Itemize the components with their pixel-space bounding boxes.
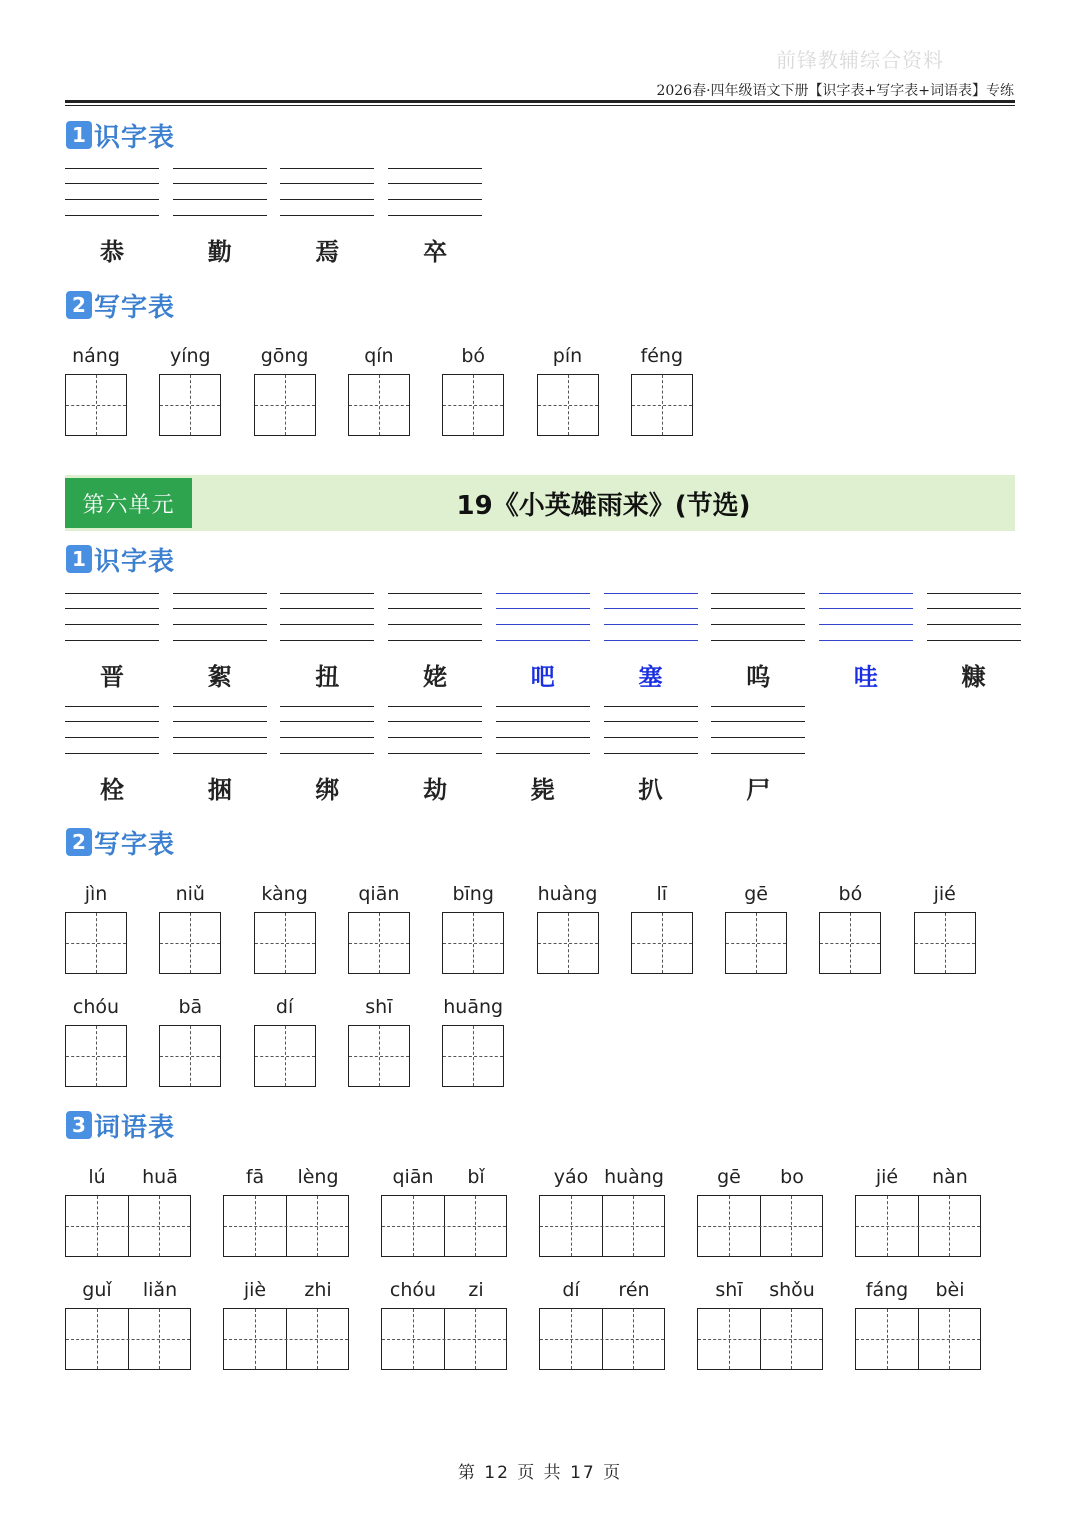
pinyin-writing-lines[interactable]	[65, 168, 159, 216]
pinyin-rule	[388, 168, 482, 169]
pinyin-rule	[173, 183, 267, 184]
grid-guide	[349, 405, 409, 406]
pinyin-rule	[388, 199, 482, 200]
pinyin-rule	[280, 168, 374, 169]
section-label: 写字表	[94, 829, 176, 860]
pinyin-label: huā	[142, 1166, 178, 1188]
lesson-ciyu-title	[66, 1109, 175, 1141]
hanzi-char: 絮	[207, 662, 232, 691]
pinyin-rule	[280, 593, 374, 594]
pinyin-writing-lines[interactable]	[65, 706, 159, 754]
word-tianzige-box[interactable]	[539, 1308, 665, 1370]
pinyin-rule	[65, 593, 159, 594]
pinyin-writing-lines[interactable]	[173, 593, 267, 641]
tianzige-box[interactable]	[254, 912, 316, 974]
hanzi-char: 扒	[638, 775, 663, 804]
pinyin-rule	[711, 593, 805, 594]
pinyin-rule	[604, 721, 698, 722]
grid-guide	[224, 1226, 348, 1227]
pinyin-rule	[604, 608, 698, 609]
pinyin-writing-lines[interactable]	[388, 168, 482, 216]
grid-guide	[698, 1226, 822, 1227]
section-label: 识字表	[94, 546, 176, 577]
grid-guide	[443, 405, 503, 406]
pinyin-writing-lines[interactable]	[173, 706, 267, 754]
grid-guide	[443, 1056, 503, 1057]
pinyin-writing-lines[interactable]	[927, 593, 1021, 641]
pinyin-rule	[280, 624, 374, 625]
grid-guide	[538, 405, 598, 406]
unit-banner	[65, 475, 1015, 531]
grid-guide	[66, 943, 126, 944]
grid-guide	[224, 1339, 348, 1340]
pinyin-rule	[388, 608, 482, 609]
pinyin-label: qiān	[392, 1166, 434, 1188]
pinyin-rule	[388, 753, 482, 754]
pinyin-label: rén	[618, 1279, 650, 1301]
tianzige-box[interactable]	[537, 912, 599, 974]
pinyin-writing-lines[interactable]	[496, 706, 590, 754]
hanzi-char: 勤	[207, 237, 232, 266]
pinyin-rule	[388, 737, 482, 738]
section-label: 写字表	[94, 292, 176, 323]
tianzige-box[interactable]	[537, 374, 599, 436]
word-tianzige-box[interactable]	[697, 1195, 823, 1257]
pinyin-label: kàng	[261, 883, 308, 905]
pinyin-writing-lines[interactable]	[711, 593, 805, 641]
pinyin-rule	[173, 168, 267, 169]
word-tianzige-box[interactable]	[381, 1308, 507, 1370]
tianzige-box[interactable]	[442, 912, 504, 974]
grid-guide	[255, 1056, 315, 1057]
pinyin-rule	[173, 608, 267, 609]
pinyin-rule	[819, 640, 913, 641]
hanzi-char: 扭	[315, 662, 340, 691]
pinyin-label: gōng	[260, 345, 309, 367]
pinyin-label: féng	[640, 345, 684, 367]
pinyin-rule	[388, 624, 482, 625]
pinyin-rule	[65, 624, 159, 625]
word-tianzige-box[interactable]	[65, 1308, 191, 1370]
tianzige-box[interactable]	[631, 912, 693, 974]
pinyin-label: náng	[72, 345, 120, 367]
pinyin-label: qín	[364, 345, 394, 367]
pinyin-label: chóu	[389, 1279, 437, 1301]
pinyin-label: guǐ	[82, 1279, 112, 1301]
pinyin-rule	[388, 706, 482, 707]
pinyin-rule	[496, 608, 590, 609]
pinyin-rule	[604, 593, 698, 594]
pinyin-rule	[711, 608, 805, 609]
pinyin-label: bā	[178, 996, 203, 1018]
grid-guide	[255, 943, 315, 944]
pinyin-rule	[819, 608, 913, 609]
section-label: 词语表	[94, 1112, 176, 1143]
grid-guide	[540, 1339, 664, 1340]
pinyin-label: dí	[562, 1279, 580, 1301]
hanzi-char: 姥	[423, 662, 448, 691]
pinyin-label: huàng	[604, 1166, 664, 1188]
pinyin-label: zi	[468, 1279, 484, 1301]
pinyin-rule	[711, 624, 805, 625]
pinyin-rule	[280, 753, 374, 754]
pinyin-rule	[173, 215, 267, 216]
section-label: 识字表	[94, 122, 176, 153]
pinyin-rule	[280, 199, 374, 200]
pinyin-label: lèng	[297, 1166, 339, 1188]
pinyin-writing-lines[interactable]	[388, 593, 482, 641]
pinyin-label: niǔ	[175, 883, 205, 905]
grid-guide	[915, 943, 975, 944]
pinyin-rule	[280, 183, 374, 184]
grid-guide	[632, 405, 692, 406]
pinyin-label: fáng	[865, 1279, 909, 1301]
grid-guide	[255, 405, 315, 406]
pinyin-label: jiè	[243, 1279, 267, 1301]
section-number-badge: 2	[66, 828, 92, 856]
hanzi-char: 尸	[746, 775, 771, 804]
pinyin-label: yáo	[553, 1166, 589, 1188]
grid-guide	[160, 1056, 220, 1057]
tianzige-box[interactable]	[254, 1025, 316, 1087]
grid-guide	[443, 943, 503, 944]
section-shizi-title	[66, 119, 175, 151]
pinyin-label: dí	[275, 996, 294, 1018]
word-tianzige-box[interactable]	[855, 1308, 981, 1370]
pinyin-rule	[173, 199, 267, 200]
pinyin-writing-lines[interactable]	[280, 593, 374, 641]
lesson-xiezi-title	[66, 826, 175, 858]
word-tianzige-box[interactable]	[223, 1195, 349, 1257]
pinyin-rule	[65, 215, 159, 216]
pinyin-rule	[711, 753, 805, 754]
pinyin-label: fā	[245, 1166, 265, 1188]
word-tianzige-box[interactable]	[65, 1195, 191, 1257]
hanzi-char: 糠	[961, 662, 986, 691]
pinyin-label: gē	[717, 1166, 741, 1188]
pinyin-label: lú	[88, 1166, 106, 1188]
hanzi-char: 恭	[100, 237, 124, 266]
tianzige-box[interactable]	[914, 912, 976, 974]
pinyin-rule	[280, 721, 374, 722]
pinyin-label: jìn	[84, 883, 108, 905]
pinyin-rule	[173, 593, 267, 594]
grid-guide	[349, 1056, 409, 1057]
hanzi-char: 劫	[423, 775, 448, 804]
pinyin-label: huāng	[443, 996, 504, 1018]
pinyin-rule	[280, 608, 374, 609]
grid-guide	[160, 405, 220, 406]
pinyin-rule	[65, 168, 159, 169]
pinyin-writing-lines[interactable]	[604, 706, 698, 754]
hanzi-char: 栓	[100, 775, 124, 804]
pinyin-rule	[65, 608, 159, 609]
pinyin-rule	[711, 706, 805, 707]
pinyin-rule	[711, 640, 805, 641]
pinyin-label: jié	[875, 1166, 899, 1188]
word-tianzige-box[interactable]	[381, 1195, 507, 1257]
grid-guide	[66, 1056, 126, 1057]
pinyin-rule	[173, 706, 267, 707]
tianzige-box[interactable]	[159, 1025, 221, 1087]
tianzige-box[interactable]	[254, 374, 316, 436]
pinyin-label: shǒu	[769, 1279, 815, 1301]
grid-guide	[66, 1339, 190, 1340]
pinyin-rule	[173, 753, 267, 754]
grid-guide	[349, 943, 409, 944]
pinyin-rule	[711, 737, 805, 738]
tianzige-box[interactable]	[159, 912, 221, 974]
header-rule-thin	[65, 105, 1015, 106]
pinyin-label: zhi	[304, 1279, 332, 1301]
pinyin-writing-lines[interactable]	[819, 593, 913, 641]
pinyin-rule	[927, 624, 1021, 625]
pinyin-label: shī	[365, 996, 393, 1018]
grid-guide	[698, 1339, 822, 1340]
pinyin-rule	[280, 737, 374, 738]
pinyin-rule	[927, 593, 1021, 594]
pinyin-rule	[388, 640, 482, 641]
pinyin-rule	[496, 640, 590, 641]
grid-guide	[66, 405, 126, 406]
pinyin-label: bīng	[452, 883, 494, 905]
pinyin-writing-lines[interactable]	[280, 168, 374, 216]
pinyin-rule	[173, 721, 267, 722]
tianzige-box[interactable]	[348, 374, 410, 436]
pinyin-rule	[711, 721, 805, 722]
pinyin-rule	[604, 737, 698, 738]
pinyin-rule	[604, 640, 698, 641]
pinyin-rule	[65, 183, 159, 184]
pinyin-rule	[173, 640, 267, 641]
pinyin-label: jié	[933, 883, 956, 905]
pinyin-writing-lines[interactable]	[711, 706, 805, 754]
hanzi-char: 哇	[853, 662, 878, 691]
tianzige-box[interactable]	[442, 1025, 504, 1087]
pinyin-writing-lines[interactable]	[65, 593, 159, 641]
tianzige-box[interactable]	[348, 912, 410, 974]
pinyin-rule	[388, 215, 482, 216]
pinyin-label: bǐ	[467, 1166, 485, 1188]
tianzige-box[interactable]	[65, 374, 127, 436]
tianzige-box[interactable]	[442, 374, 504, 436]
pinyin-writing-lines[interactable]	[173, 168, 267, 216]
section-xiezi-title	[66, 289, 175, 321]
pinyin-label: bèi	[935, 1279, 965, 1301]
grid-guide	[66, 1226, 190, 1227]
word-tianzige-box[interactable]	[855, 1195, 981, 1257]
word-tianzige-box[interactable]	[697, 1308, 823, 1370]
pinyin-label: nàn	[932, 1166, 968, 1188]
pinyin-label: pín	[552, 345, 583, 367]
grid-guide	[726, 943, 786, 944]
section-number-badge: 1	[66, 121, 92, 149]
pinyin-rule	[819, 593, 913, 594]
word-tianzige-box[interactable]	[539, 1195, 665, 1257]
page-footer: 第 12 页 共 17 页	[457, 1463, 623, 1483]
lesson-title: 19《小英雄雨来》(节选)	[456, 490, 751, 521]
unit-tag: 第六单元	[65, 478, 192, 528]
pinyin-rule	[65, 721, 159, 722]
pinyin-rule	[388, 183, 482, 184]
pinyin-rule	[604, 706, 698, 707]
pinyin-writing-lines[interactable]	[280, 706, 374, 754]
pinyin-rule	[496, 721, 590, 722]
word-tianzige-box[interactable]	[223, 1308, 349, 1370]
pinyin-label: bó	[461, 345, 486, 367]
pinyin-label: shī	[715, 1279, 743, 1301]
tianzige-box[interactable]	[631, 374, 693, 436]
hanzi-char: 绑	[315, 775, 340, 804]
pinyin-label: qiān	[358, 883, 400, 905]
grid-guide	[856, 1339, 980, 1340]
hanzi-char: 呜	[746, 662, 771, 691]
pinyin-rule	[604, 753, 698, 754]
pinyin-rule	[604, 624, 698, 625]
grid-guide	[820, 943, 880, 944]
pinyin-writing-lines[interactable]	[496, 593, 590, 641]
pinyin-rule	[280, 706, 374, 707]
tianzige-box[interactable]	[65, 1025, 127, 1087]
pinyin-rule	[280, 640, 374, 641]
pinyin-writing-lines[interactable]	[388, 706, 482, 754]
lesson-shizi-title	[66, 543, 175, 575]
tianzige-box[interactable]	[819, 912, 881, 974]
header-rule	[65, 100, 1015, 103]
pinyin-rule	[173, 737, 267, 738]
grid-guide	[856, 1226, 980, 1227]
pinyin-rule	[819, 624, 913, 625]
grid-guide	[382, 1339, 506, 1340]
pinyin-rule	[65, 753, 159, 754]
grid-guide	[160, 943, 220, 944]
document-title: 2026春·四年级语文下册【识字表+写字表+词语表】专练	[656, 83, 1014, 99]
pinyin-label: liǎn	[142, 1279, 178, 1301]
pinyin-label: yíng	[169, 345, 211, 367]
tianzige-box[interactable]	[159, 374, 221, 436]
pinyin-rule	[496, 624, 590, 625]
hanzi-char: 捆	[207, 775, 232, 804]
pinyin-rule	[496, 753, 590, 754]
pinyin-rule	[65, 640, 159, 641]
pinyin-label: bo	[780, 1166, 804, 1188]
pinyin-writing-lines[interactable]	[604, 593, 698, 641]
pinyin-rule	[388, 721, 482, 722]
pinyin-label: chóu	[72, 996, 120, 1018]
pinyin-rule	[496, 737, 590, 738]
pinyin-label: lī	[656, 883, 668, 905]
pinyin-label: bó	[838, 883, 863, 905]
section-number-badge: 2	[66, 291, 92, 319]
pinyin-rule	[496, 706, 590, 707]
hanzi-char: 吧	[530, 662, 555, 691]
pinyin-rule	[173, 624, 267, 625]
section-number-badge: 3	[66, 1111, 92, 1139]
watermark: 前锋教辅综合资料	[776, 48, 944, 72]
hanzi-char: 塞	[638, 662, 663, 691]
tianzige-box[interactable]	[65, 912, 127, 974]
hanzi-char: 卒	[423, 237, 448, 266]
tianzige-box[interactable]	[725, 912, 787, 974]
pinyin-label: huàng	[537, 883, 598, 905]
pinyin-rule	[65, 199, 159, 200]
pinyin-rule	[388, 593, 482, 594]
hanzi-char: 焉	[315, 237, 340, 266]
pinyin-rule	[65, 706, 159, 707]
pinyin-rule	[927, 608, 1021, 609]
hanzi-char: 晋	[100, 662, 124, 691]
hanzi-char: 毙	[530, 775, 555, 804]
pinyin-label: gē	[744, 883, 768, 905]
grid-guide	[538, 943, 598, 944]
grid-guide	[540, 1226, 664, 1227]
pinyin-rule	[65, 737, 159, 738]
tianzige-box[interactable]	[348, 1025, 410, 1087]
grid-guide	[632, 943, 692, 944]
pinyin-rule	[927, 640, 1021, 641]
section-number-badge: 1	[66, 545, 92, 573]
pinyin-rule	[496, 593, 590, 594]
pinyin-rule	[280, 215, 374, 216]
grid-guide	[382, 1226, 506, 1227]
